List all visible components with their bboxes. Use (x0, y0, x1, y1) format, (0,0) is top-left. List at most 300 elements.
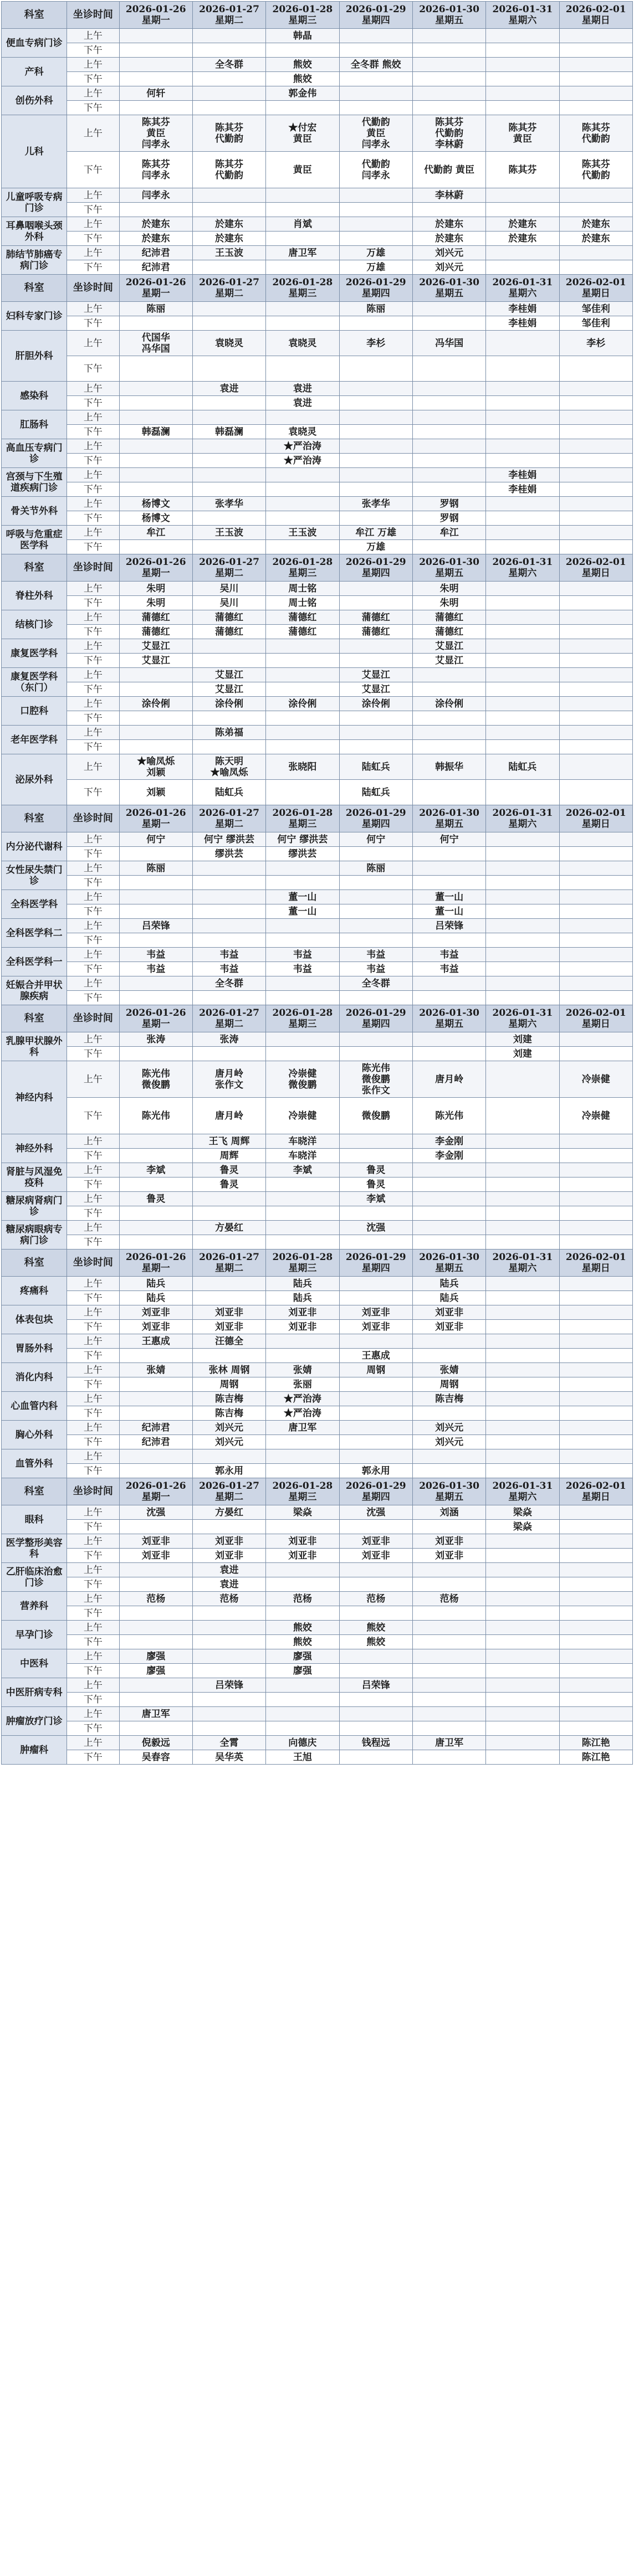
period-label: 下午 (67, 260, 119, 275)
header-date-cell (119, 1250, 192, 1277)
header-date-cell (486, 1250, 559, 1277)
header-weekday: 星期六 (508, 1263, 537, 1274)
period-label: 下午 (67, 1349, 119, 1363)
table-row (2, 740, 633, 754)
doctor-cell (339, 1032, 412, 1047)
period-label: 下午 (67, 1577, 119, 1592)
doctor-cell: 韩振华 (412, 754, 485, 780)
department-name: 泌尿外科 (2, 754, 67, 805)
header-date: 2026-01-28 (272, 1007, 333, 1019)
doctor-cell (559, 832, 632, 847)
doctor-cell (119, 316, 192, 331)
header-weekday: 星期二 (215, 288, 244, 299)
doctor-cell (486, 1134, 559, 1149)
doctor-cell: 郭永用 (192, 1464, 265, 1478)
period-label: 上午 (67, 697, 119, 711)
doctor-cell: 邹佳利 (559, 316, 632, 331)
doctor-cell: 范杨 (266, 1592, 339, 1606)
period-label: 下午 (67, 991, 119, 1005)
table-row (2, 331, 633, 356)
table-row (2, 1707, 633, 1721)
doctor-cell (119, 876, 192, 890)
doctor-cell: 刘亚非 (412, 1534, 485, 1549)
doctor-cell: 涂伶俐 (119, 697, 192, 711)
period-label: 下午 (67, 203, 119, 217)
header-date: 2026-01-26 (125, 1007, 186, 1019)
doctor-cell (486, 43, 559, 58)
doctor-cell (266, 1464, 339, 1478)
doctor-cell (339, 1377, 412, 1392)
doctor-cell: 涂伶俐 (339, 697, 412, 711)
doctor-cell: 牟江 (119, 526, 192, 540)
period-label: 上午 (67, 468, 119, 482)
doctor-cell: 牟江 (412, 526, 485, 540)
table-row (2, 1505, 633, 1520)
doctor-cell: 艾显江 (339, 682, 412, 697)
header-weekday: 星期三 (288, 1263, 317, 1274)
header-row (2, 554, 633, 582)
doctor-cell: 代勤韵 黄臣 (412, 152, 485, 188)
doctor-cell (192, 1621, 265, 1635)
doctor-cell (559, 1192, 632, 1206)
doctor-cell (559, 625, 632, 639)
header-date: 2026-01-28 (272, 4, 333, 15)
period-label: 上午 (67, 497, 119, 511)
doctor-cell (339, 904, 412, 919)
doctor-cell: 周钢 (339, 1363, 412, 1377)
period-label: 上午 (67, 1621, 119, 1635)
period-label: 下午 (67, 540, 119, 554)
table-row (2, 625, 633, 639)
header-weekday: 星期六 (508, 1492, 537, 1503)
header-date-cell (486, 554, 559, 582)
doctor-cell (266, 203, 339, 217)
table-row (2, 1592, 633, 1606)
doctor-cell: 袁晓灵 (266, 425, 339, 439)
period-label: 下午 (67, 1291, 119, 1305)
table-row (2, 316, 633, 331)
doctor-cell (486, 203, 559, 217)
table-row (2, 1435, 633, 1449)
period-label: 下午 (67, 482, 119, 497)
doctor-cell: 刘建 (486, 1047, 559, 1061)
doctor-cell (192, 1449, 265, 1464)
doctor-cell (192, 482, 265, 497)
doctor-cell: 袁进 (192, 382, 265, 396)
doctor-cell: 冷崇健 (559, 1098, 632, 1134)
doctor-cell (412, 29, 485, 43)
doctor-cell: 韦益 (339, 962, 412, 976)
doctor-cell: 刘亚非 (339, 1320, 412, 1334)
period-label: 上午 (67, 246, 119, 260)
header-date-cell (486, 2, 559, 29)
header-weekday: 星期一 (141, 819, 170, 830)
doctor-cell: 廖强 (119, 1664, 192, 1678)
header-dept-label: 科室 (2, 1005, 67, 1032)
doctor-cell (412, 1163, 485, 1178)
table-row (2, 726, 633, 740)
doctor-cell: 刘兴元 (192, 1435, 265, 1449)
doctor-cell (559, 1334, 632, 1349)
department-name: 内分泌代谢科 (2, 832, 67, 861)
doctor-cell: 陈其芬 黄臣 闫孝永 (119, 115, 192, 152)
doctor-cell (192, 740, 265, 754)
doctor-cell (412, 1221, 485, 1235)
doctor-cell (266, 1235, 339, 1250)
period-label: 上午 (67, 1305, 119, 1320)
table-row (2, 1693, 633, 1707)
doctor-cell (412, 1206, 485, 1221)
doctor-cell (192, 29, 265, 43)
doctor-cell (486, 1421, 559, 1435)
doctor-cell (486, 1192, 559, 1206)
doctor-cell (339, 654, 412, 668)
doctor-cell (339, 639, 412, 654)
period-label: 下午 (67, 1149, 119, 1163)
doctor-cell (192, 302, 265, 316)
doctor-cell (412, 72, 485, 86)
doctor-cell (119, 203, 192, 217)
doctor-cell: 陈吉梅 (192, 1392, 265, 1406)
doctor-cell (339, 726, 412, 740)
doctor-cell (559, 1221, 632, 1235)
doctor-cell: 刘亚非 (119, 1534, 192, 1549)
period-label: 下午 (67, 1178, 119, 1192)
doctor-cell: 陆虹兵 (339, 780, 412, 805)
doctor-cell: 万雄 (339, 246, 412, 260)
doctor-cell: 唐卫军 (266, 1421, 339, 1435)
doctor-cell (339, 454, 412, 468)
doctor-cell: 罗钢 (412, 497, 485, 511)
doctor-cell (192, 1664, 265, 1678)
doctor-cell (486, 832, 559, 847)
doctor-cell: 袁进 (192, 1577, 265, 1592)
period-label: 下午 (67, 596, 119, 610)
doctor-cell (192, 933, 265, 948)
header-weekday: 星期一 (141, 568, 170, 579)
doctor-cell (486, 1592, 559, 1606)
doctor-cell: 朱明 (119, 596, 192, 610)
header-date-cell (192, 2, 265, 29)
doctor-cell: 陆虹兵 (486, 754, 559, 780)
doctor-cell (339, 1563, 412, 1577)
doctor-cell: 吴川 (192, 582, 265, 596)
header-date-cell (559, 1250, 632, 1277)
doctor-cell: 钱程远 (339, 1736, 412, 1750)
period-label: 上午 (67, 439, 119, 454)
doctor-cell: 王玉波 (192, 526, 265, 540)
doctor-cell: 刘亚非 (266, 1549, 339, 1563)
doctor-cell (486, 1406, 559, 1421)
department-name: 宫颈与下生殖道疾病门诊 (2, 468, 67, 497)
table-row (2, 1563, 633, 1577)
doctor-cell (559, 1421, 632, 1435)
table-row (2, 962, 633, 976)
doctor-cell (412, 1464, 485, 1478)
table-row (2, 1320, 633, 1334)
doctor-cell: 刘涵 (412, 1505, 485, 1520)
doctor-cell: 袁进 (192, 1563, 265, 1577)
period-label: 上午 (67, 919, 119, 933)
period-label: 上午 (67, 331, 119, 356)
doctor-cell (119, 72, 192, 86)
doctor-cell: 陆兵 (266, 1291, 339, 1305)
doctor-cell (192, 1520, 265, 1534)
header-date-cell (486, 275, 559, 302)
doctor-cell (119, 58, 192, 72)
doctor-cell (339, 1421, 412, 1435)
doctor-cell: 刘亚非 (119, 1305, 192, 1320)
doctor-cell: 於建东 (412, 232, 485, 246)
table-row (2, 1421, 633, 1435)
doctor-cell (559, 1235, 632, 1250)
doctor-cell (486, 847, 559, 861)
doctor-cell: 范杨 (119, 1592, 192, 1606)
header-date: 2026-02-01 (565, 4, 626, 15)
table-row (2, 454, 633, 468)
table-row (2, 526, 633, 540)
doctor-cell (486, 1549, 559, 1563)
header-date: 2026-01-31 (492, 1252, 553, 1263)
doctor-cell: 吕荣锋 (119, 919, 192, 933)
doctor-cell (559, 904, 632, 919)
header-weekday: 星期一 (141, 1492, 170, 1503)
doctor-cell: 刘兴元 (412, 260, 485, 275)
period-label: 下午 (67, 232, 119, 246)
doctor-cell: 鲁灵 (119, 1192, 192, 1206)
header-weekday: 星期二 (215, 819, 244, 830)
header-weekday: 星期日 (581, 1019, 610, 1030)
doctor-cell (486, 919, 559, 933)
table-row (2, 991, 633, 1005)
table-row (2, 1163, 633, 1178)
doctor-cell (559, 861, 632, 876)
doctor-cell: 车晓洋 (266, 1134, 339, 1149)
doctor-cell (559, 1464, 632, 1478)
doctor-cell (119, 29, 192, 43)
department-name: 康复医学科 (2, 639, 67, 668)
doctor-cell: 张林 周钢 (192, 1363, 265, 1377)
period-label: 上午 (67, 1678, 119, 1693)
department-name: 营养科 (2, 1592, 67, 1621)
period-label: 上午 (67, 526, 119, 540)
doctor-cell (412, 976, 485, 991)
doctor-cell: 唐月岭 张作文 (192, 1061, 265, 1098)
doctor-cell (266, 711, 339, 726)
doctor-cell (559, 454, 632, 468)
doctor-cell (559, 1549, 632, 1563)
doctor-cell (266, 933, 339, 948)
doctor-cell (559, 726, 632, 740)
doctor-cell (412, 668, 485, 682)
doctor-cell: 陈其芬 闫孝永 (119, 152, 192, 188)
header-weekday: 星期三 (288, 1019, 317, 1030)
doctor-cell (266, 356, 339, 382)
doctor-cell (559, 780, 632, 805)
doctor-cell: 刘亚非 (192, 1305, 265, 1320)
doctor-cell (559, 654, 632, 668)
doctor-cell (559, 1291, 632, 1305)
doctor-cell (339, 1649, 412, 1664)
doctor-cell (339, 1406, 412, 1421)
doctor-cell (192, 86, 265, 101)
period-label: 下午 (67, 1520, 119, 1534)
header-row (2, 1250, 633, 1277)
doctor-cell (559, 610, 632, 625)
doctor-cell (119, 356, 192, 382)
doctor-cell: 於建东 (192, 217, 265, 232)
doctor-cell (412, 711, 485, 726)
header-date: 2026-01-30 (419, 1007, 479, 1019)
doctor-cell: 刘亚非 (266, 1534, 339, 1549)
table-row (2, 1334, 633, 1349)
doctor-cell (192, 188, 265, 203)
doctor-cell (192, 1606, 265, 1621)
doctor-cell: 陈光伟 (412, 1098, 485, 1134)
doctor-cell (339, 1750, 412, 1765)
header-date-cell (559, 2, 632, 29)
period-label: 下午 (67, 780, 119, 805)
doctor-cell (412, 1449, 485, 1464)
doctor-cell: 全霄 (192, 1736, 265, 1750)
doctor-cell (559, 1592, 632, 1606)
doctor-cell (339, 29, 412, 43)
table-row (2, 582, 633, 596)
table-row (2, 1606, 633, 1621)
doctor-cell: 王玉波 (192, 246, 265, 260)
doctor-cell (559, 876, 632, 890)
header-date: 2026-01-26 (125, 557, 186, 568)
period-label: 上午 (67, 58, 119, 72)
doctor-cell: 蒲德红 (119, 625, 192, 639)
doctor-cell (559, 1305, 632, 1320)
doctor-cell: 陈其芬 代勤韵 (192, 152, 265, 188)
doctor-cell (559, 1505, 632, 1520)
doctor-cell: 陈其芬 代勤韵 李林蔚 (412, 115, 485, 152)
department-name: 全科医学科 (2, 890, 67, 919)
table-row (2, 890, 633, 904)
table-row (2, 1520, 633, 1534)
doctor-cell (559, 668, 632, 682)
doctor-cell: 刘兴元 (412, 1421, 485, 1435)
doctor-cell (192, 316, 265, 331)
doctor-cell (339, 43, 412, 58)
period-label: 上午 (67, 861, 119, 876)
doctor-cell (486, 1664, 559, 1678)
doctor-cell (559, 754, 632, 780)
period-label: 上午 (67, 1134, 119, 1149)
header-weekday: 星期六 (508, 288, 537, 299)
header-date-cell (412, 1250, 485, 1277)
doctor-cell (339, 1047, 412, 1061)
header-dept-label: 科室 (2, 275, 67, 302)
header-date: 2026-01-29 (345, 4, 406, 15)
doctor-cell (192, 904, 265, 919)
doctor-cell: ★严治涛 (266, 439, 339, 454)
header-weekday: 星期五 (435, 568, 464, 579)
doctor-cell: 於建东 (559, 232, 632, 246)
header-date: 2026-01-26 (125, 808, 186, 819)
doctor-cell (559, 188, 632, 203)
header-date-cell (486, 1478, 559, 1505)
table-row (2, 232, 633, 246)
doctor-cell (412, 203, 485, 217)
header-time-label: 坐诊时间 (67, 2, 119, 29)
doctor-cell (339, 188, 412, 203)
doctor-cell (559, 511, 632, 526)
header-date: 2026-01-31 (492, 4, 553, 15)
doctor-cell (192, 991, 265, 1005)
period-label: 上午 (67, 188, 119, 203)
doctor-cell: 袁进 (266, 382, 339, 396)
doctor-cell (559, 1606, 632, 1621)
doctor-cell (266, 1349, 339, 1363)
doctor-cell: 蒲德红 (192, 610, 265, 625)
table-row (2, 86, 633, 101)
doctor-cell (266, 740, 339, 754)
doctor-cell (192, 101, 265, 115)
doctor-cell: 刘亚非 (339, 1305, 412, 1320)
doctor-cell: 刘兴元 (412, 1435, 485, 1449)
period-label: 下午 (67, 1235, 119, 1250)
period-label: 上午 (67, 1221, 119, 1235)
department-name: 儿科 (2, 115, 67, 188)
doctor-cell: 刘亚非 (192, 1320, 265, 1334)
doctor-cell: 陈丽 (119, 302, 192, 316)
department-name: 肛肠科 (2, 410, 67, 439)
doctor-cell: 蒲德红 (412, 610, 485, 625)
table-row (2, 919, 633, 933)
doctor-cell (266, 682, 339, 697)
doctor-cell: 何宁 (339, 832, 412, 847)
doctor-cell (266, 468, 339, 482)
doctor-cell (339, 1277, 412, 1291)
header-weekday: 星期五 (435, 819, 464, 830)
doctor-cell (119, 991, 192, 1005)
table-row (2, 832, 633, 847)
header-date: 2026-01-26 (125, 277, 186, 288)
header-weekday: 星期三 (288, 288, 317, 299)
doctor-cell (119, 1221, 192, 1235)
doctor-cell (339, 425, 412, 439)
header-row (2, 2, 633, 29)
period-label: 上午 (67, 410, 119, 425)
doctor-cell: 艾显江 (119, 639, 192, 654)
doctor-cell (266, 1563, 339, 1577)
header-date-cell (192, 1005, 265, 1032)
header-weekday: 星期六 (508, 819, 537, 830)
table-row (2, 482, 633, 497)
doctor-cell (559, 976, 632, 991)
doctor-cell: 廖强 (266, 1649, 339, 1664)
doctor-cell (412, 861, 485, 876)
doctor-cell (559, 29, 632, 43)
department-name: 产科 (2, 58, 67, 86)
header-weekday: 星期四 (361, 1492, 390, 1503)
doctor-cell (119, 1464, 192, 1478)
doctor-cell (412, 740, 485, 754)
doctor-cell: 艾显江 (192, 668, 265, 682)
doctor-cell: 鲁灵 (339, 1178, 412, 1192)
doctor-cell (486, 726, 559, 740)
doctor-cell: 朱明 (412, 596, 485, 610)
doctor-cell (486, 610, 559, 625)
period-label: 下午 (67, 1464, 119, 1478)
doctor-cell: 张涛 (192, 1032, 265, 1047)
doctor-cell: 刘亚非 (192, 1534, 265, 1549)
period-label: 下午 (67, 396, 119, 410)
doctor-cell (266, 316, 339, 331)
